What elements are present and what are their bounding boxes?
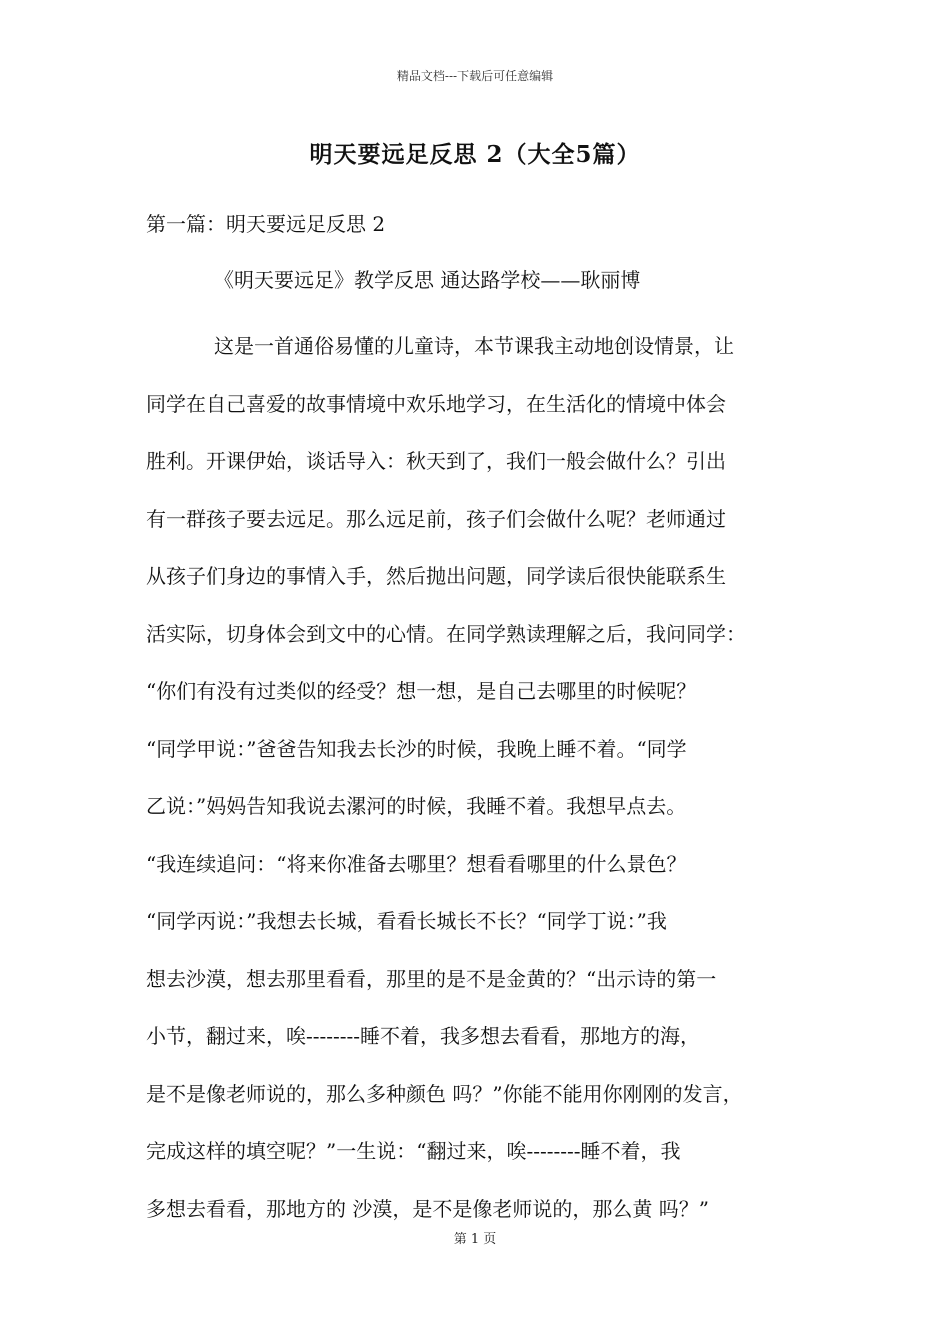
section-heading: 第一篇：明天要远足反思 2 [146,212,386,236]
running-head: 精品文档---下载后可任意编辑 [396,69,554,83]
body-line: 从孩子们身边的事情入手，然后抛出问题，同学读后很快能联系生 [146,564,726,588]
body-line: 多想去看看，那地方的 沙漠，是不是像老师说的，那么黄 吗？” [146,1196,709,1221]
body-line: 有一群孩子要去远足。那么远足前，孩子们会做什么呢？老师通过 [146,506,726,531]
body-line: 这是一首通俗易懂的儿童诗，本节课我主动地创设情景，让 [214,334,734,358]
body-line: “同学丙说：”我想去长城，看看长城长不长？“同学丁说：”我 [146,909,667,933]
body-line: 完成这样的填空呢？”一生说：“翻过来，唉--------睡不着，我 [146,1139,681,1163]
document-title: 明天要远足反思 2（大全5篇） [309,141,641,168]
body-line: 是不是像老师说的，那么多种颜色 吗？”你能不能用你刚刚的发言， [146,1081,743,1106]
body-line: 乙说：”妈妈告知我说去漯河的时候，我睡不着。我想早点去。 [146,794,687,818]
body-text [146,318,816,1238]
body-line: 同学在自己喜爱的故事情境中欢乐地学习，在生活化的情境中体会 [146,391,726,416]
body-line: “同学甲说：”爸爸告知我去长沙的时候，我晚上睡不着。“同学 [146,736,687,761]
body-line: 活实际，切身体会到文中的心情。在同学熟读理解之后，我问同学： [146,621,746,646]
body-line: “你们有没有过类似的经受？想一想，是自己去哪里的时候呢？ [146,679,697,703]
body-line: “我连续追问：“将来你准备去哪里？想看看哪里的什么景色？ [146,851,687,876]
page-number: 第 1 页 [453,1232,497,1247]
body-line: 想去沙漠，想去那里看看，那里的是不是金黄的？“出示诗的第一 [146,966,717,991]
body-line: 小节，翻过来，唉--------睡不着，我多想去看看，那地方的海， [146,1024,701,1048]
article-subtitle: 《明天要远足》教学反思 通达路学校——耿丽博 [214,268,641,292]
body-line: 胜利。开课伊始，谈话导入：秋天到了，我们一般会做什么？引出 [146,449,726,473]
